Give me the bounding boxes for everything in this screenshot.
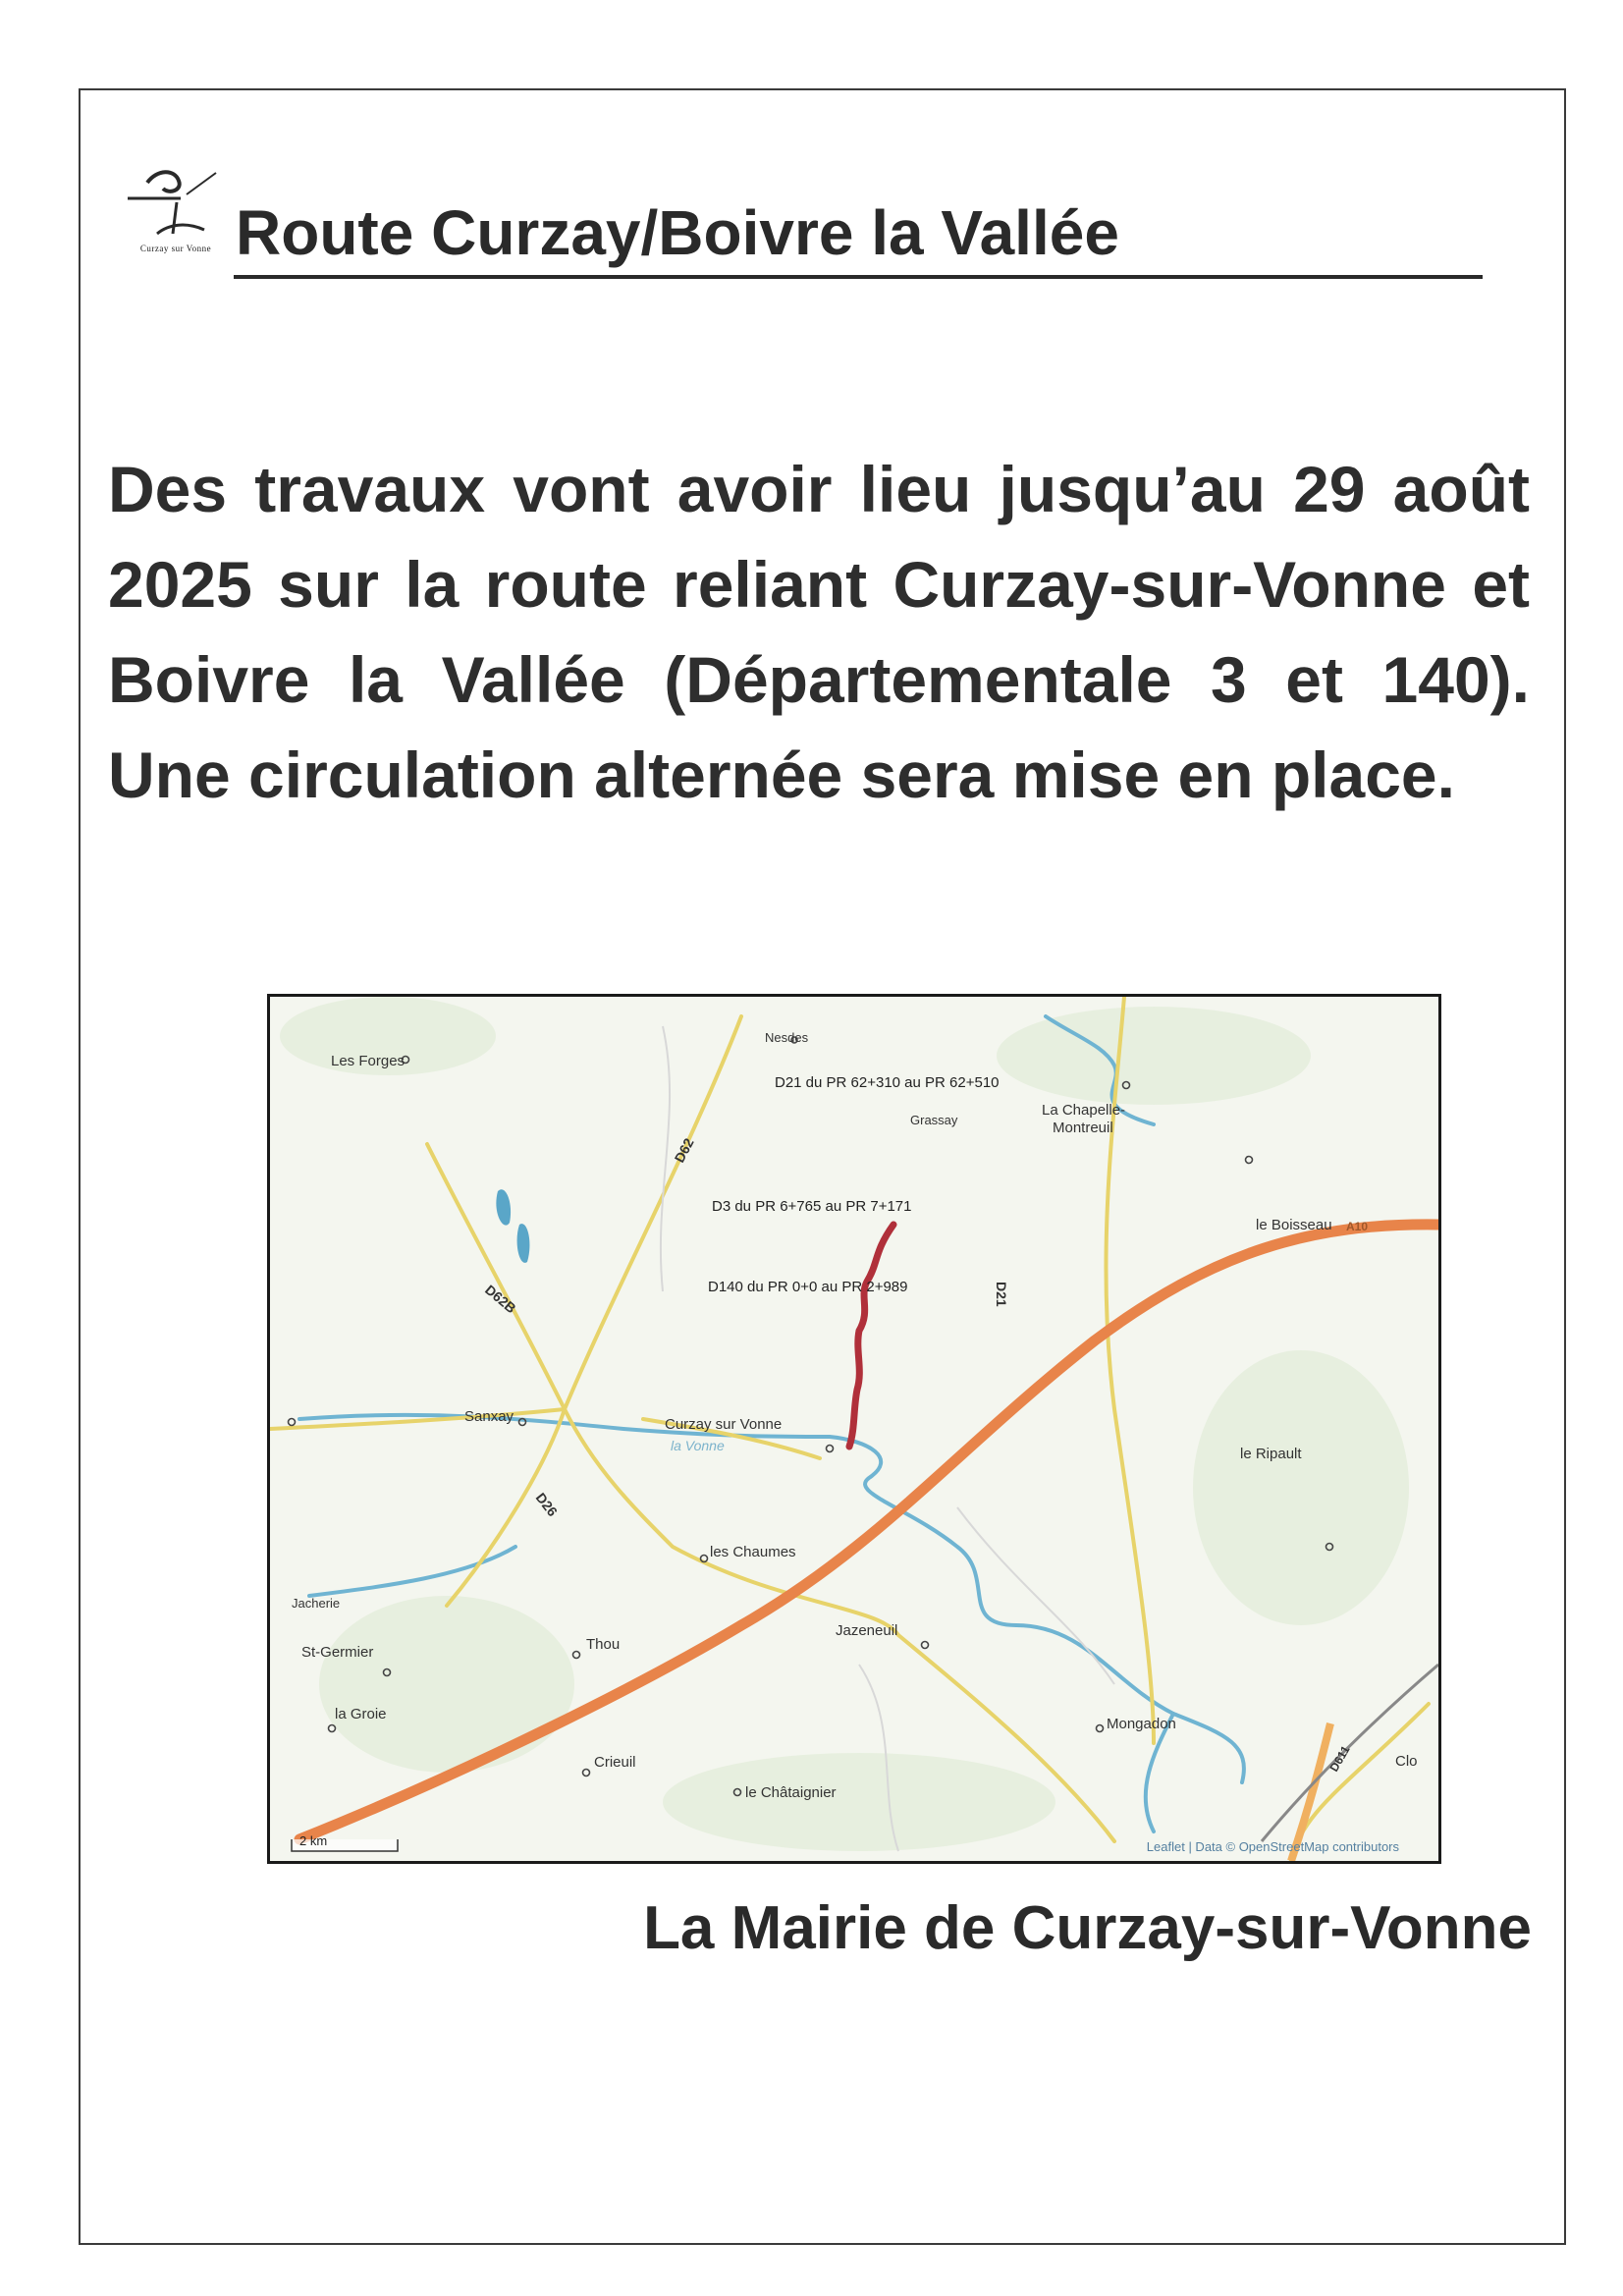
place-les-forges: Les Forges [331, 1053, 406, 1069]
place-le-ripault: le Ripault [1240, 1446, 1302, 1462]
road-label-d26: D26 [532, 1489, 562, 1520]
river-label-vonne: la Vonne [671, 1438, 725, 1453]
works-label-d140: D140 du PR 0+0 au PR 2+989 [708, 1279, 908, 1295]
place-le-chataignier: le Châtaignier [745, 1784, 837, 1801]
lake-2 [517, 1224, 530, 1263]
map-attribution[interactable]: Leaflet | Data © OpenStreetMap contributors [1146, 1839, 1399, 1854]
road-label-d62: D62 [671, 1135, 697, 1166]
place-jazeneuil: Jazeneuil [836, 1622, 898, 1639]
road-label-d21: D21 [994, 1282, 1009, 1307]
works-label-d3: D3 du PR 6+765 au PR 7+171 [712, 1198, 912, 1215]
logo-text: Curzay sur Vonne [139, 244, 212, 253]
works-route [849, 1225, 893, 1447]
place-sanxay: Sanxay [464, 1408, 514, 1425]
place-jacherie: Jacherie [292, 1596, 341, 1611]
place-le-boisseau: le Boisseau [1256, 1217, 1332, 1233]
map-scale [292, 1833, 398, 1851]
place-clo: Clo [1395, 1753, 1418, 1770]
place-la-chapelle: La Chapelle- [1042, 1102, 1126, 1119]
place-st-germier: St-Germier [301, 1644, 374, 1661]
road-d62 [447, 1016, 741, 1606]
road-label-d62b: D62B [482, 1282, 519, 1317]
road-label-a10: A10 [1346, 1220, 1369, 1233]
lake-1 [496, 1189, 511, 1225]
place-thou: Thou [586, 1636, 621, 1653]
title-underline [234, 275, 1483, 279]
scale-label: 2 km [299, 1833, 328, 1848]
track-1 [661, 1026, 670, 1291]
notice-title: Route Curzay/Boivre la Vallée [236, 197, 1119, 268]
works-label-d21: D21 du PR 62+310 au PR 62+510 [775, 1074, 1000, 1091]
place-la-groie: la Groie [335, 1706, 387, 1722]
place-mongadon: Mongadon [1107, 1716, 1176, 1732]
place-crieuil: Crieuil [594, 1754, 636, 1771]
map-canvas [270, 997, 1438, 1861]
road-d62b [427, 1144, 565, 1409]
place-curzay: Curzay sur Vonne [665, 1416, 783, 1433]
notice-body: Des travaux vont avoir lieu jusqu’au 29 août 2025 sur la route reliant Curzay-sur-Vonne et Boivre la Vallée (Départementale 3 et 140). Une circulation alternée sera mise en place. [108, 453, 1530, 811]
place-montreuil: Montreuil [1053, 1120, 1113, 1136]
road-label-d611: D611 [1326, 1743, 1353, 1775]
curzay-logo-icon [118, 165, 234, 244]
place-les-chaumes: les Chaumes [710, 1544, 796, 1560]
commune-logo [118, 165, 234, 263]
place-grassay: Grassay [910, 1113, 958, 1127]
route-map [267, 994, 1441, 1864]
place-nesdes: Nesdes [765, 1030, 809, 1045]
notice-signature: La Mairie de Curzay-sur-Vonne [643, 1894, 1532, 1962]
